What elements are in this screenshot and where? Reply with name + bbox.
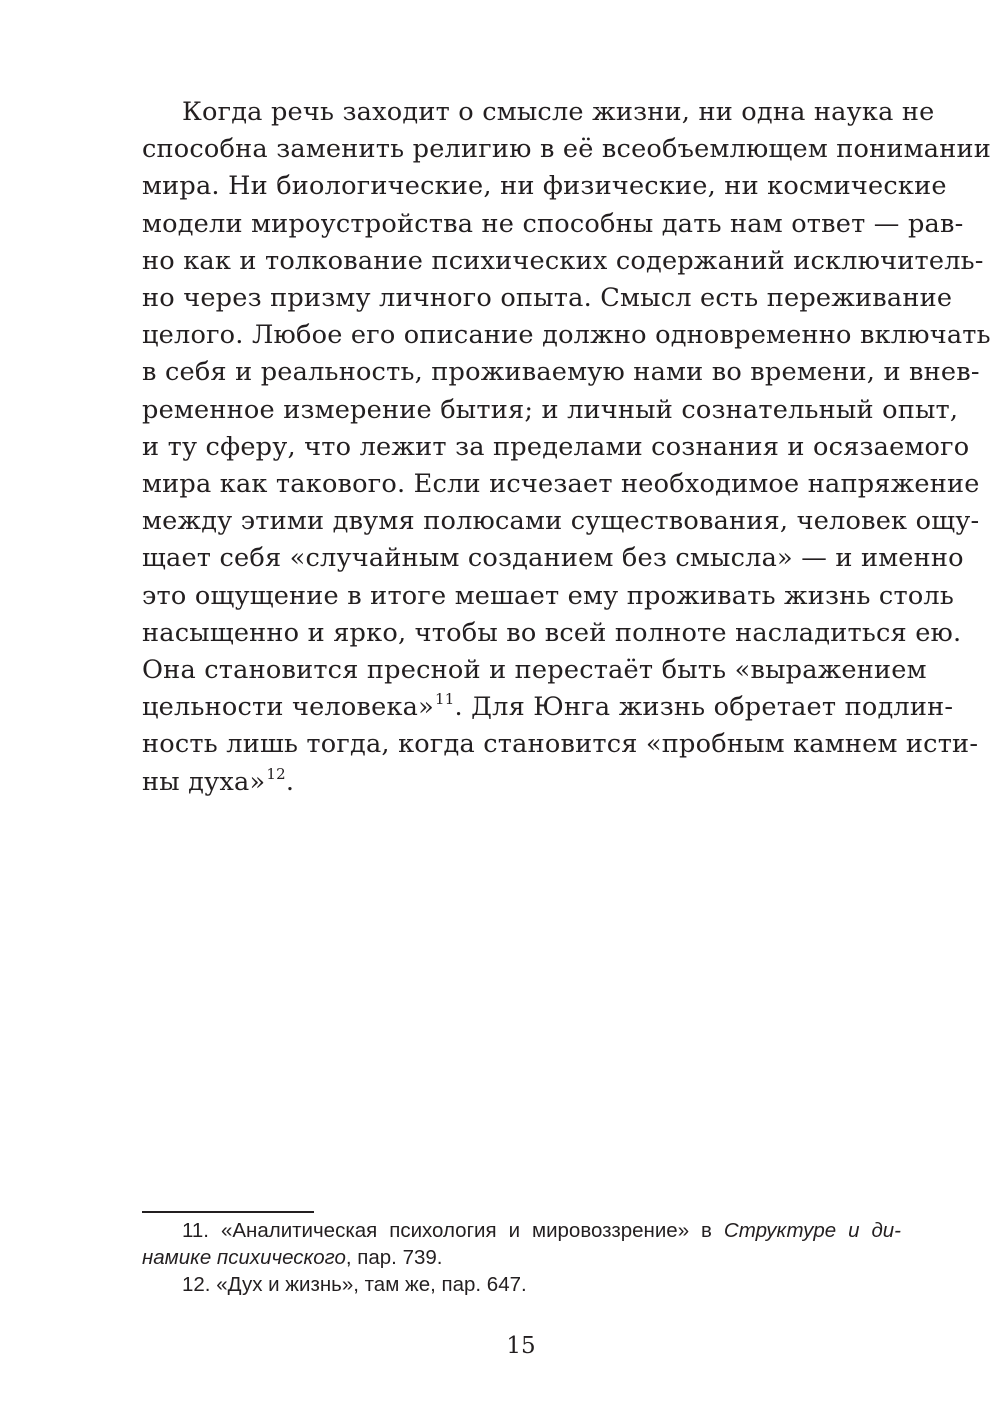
text-line-part: . xyxy=(285,766,295,797)
text-line: и ту сферу, что лежит за пределами сознания и осязаемого xyxy=(142,431,970,462)
text-line: насыщенно и ярко, чтобы во всей полноте насладиться ею. xyxy=(142,617,962,648)
footnote-title-italic: Структуре и ди- xyxy=(723,1219,902,1242)
text-line-part: ны духа» xyxy=(142,766,266,797)
footnote-11-continued xyxy=(142,1244,901,1271)
footnote-text: «Дух и жизнь», там же, пар. 647. xyxy=(216,1273,527,1296)
text-line: мира как такового. Если исчезает необходимое напряжение xyxy=(142,469,980,500)
text-line: Она становится пресной и перестаёт быть «выражением xyxy=(142,655,927,686)
text-line: но как и толкование психических содержаний исключитель- xyxy=(142,245,984,276)
page-number: 15 xyxy=(506,1333,536,1359)
main-paragraph xyxy=(142,94,992,801)
text-line xyxy=(142,689,954,726)
text-line: но через призму личного опыта. Смысл есть переживание xyxy=(142,283,953,314)
footnote-ref-12[interactable]: 12 xyxy=(266,764,286,783)
footnote-ref-11[interactable]: 11 xyxy=(434,690,455,709)
text-line: модели мироустройства не способны дать нам ответ — рав- xyxy=(142,208,964,239)
text-line: мира. Ни биологические, ни физические, ни космические xyxy=(142,171,947,202)
text-line: способна заменить религию в её всеобъемлющем понимании xyxy=(142,134,992,165)
text-line: в себя и реальность, проживаемую нами во времени, и внев- xyxy=(142,357,980,388)
text-line: между этими двумя полюсами существования, человек ощу- xyxy=(142,506,980,537)
footnote-11 xyxy=(142,1217,901,1244)
text-line xyxy=(142,764,901,801)
text-line: Когда речь заходит о смысле жизни, ни одна наука не xyxy=(182,97,935,127)
text-line: щает себя «случайным созданием без смысла» — и именно xyxy=(142,543,964,574)
footnote-12 xyxy=(142,1271,901,1298)
footnote-divider xyxy=(142,1211,314,1213)
footnote-text: «Аналитическая психология и мировоззрение» в xyxy=(220,1219,712,1242)
footnote-number: 11. xyxy=(182,1219,209,1242)
text-line: ность лишь тогда, когда становится «пробным камнем исти- xyxy=(142,729,979,760)
footnote-text: , пар. 739. xyxy=(345,1246,443,1269)
text-line: ременное измерение бытия; и личный сознательный опыт, xyxy=(142,394,959,425)
footnote-number: 12. xyxy=(182,1273,211,1296)
footnote-title-italic: намике психического xyxy=(142,1246,346,1269)
text-line-part: цельности человека» xyxy=(142,692,434,723)
text-line-part: . Для Юнга жизнь обретает подлин- xyxy=(454,692,954,723)
footnotes-block xyxy=(142,1217,901,1298)
text-line: целого. Любое его описание должно одновременно включать xyxy=(142,320,991,351)
text-line: это ощущение в итоге мешает ему проживать жизнь столь xyxy=(142,580,955,611)
